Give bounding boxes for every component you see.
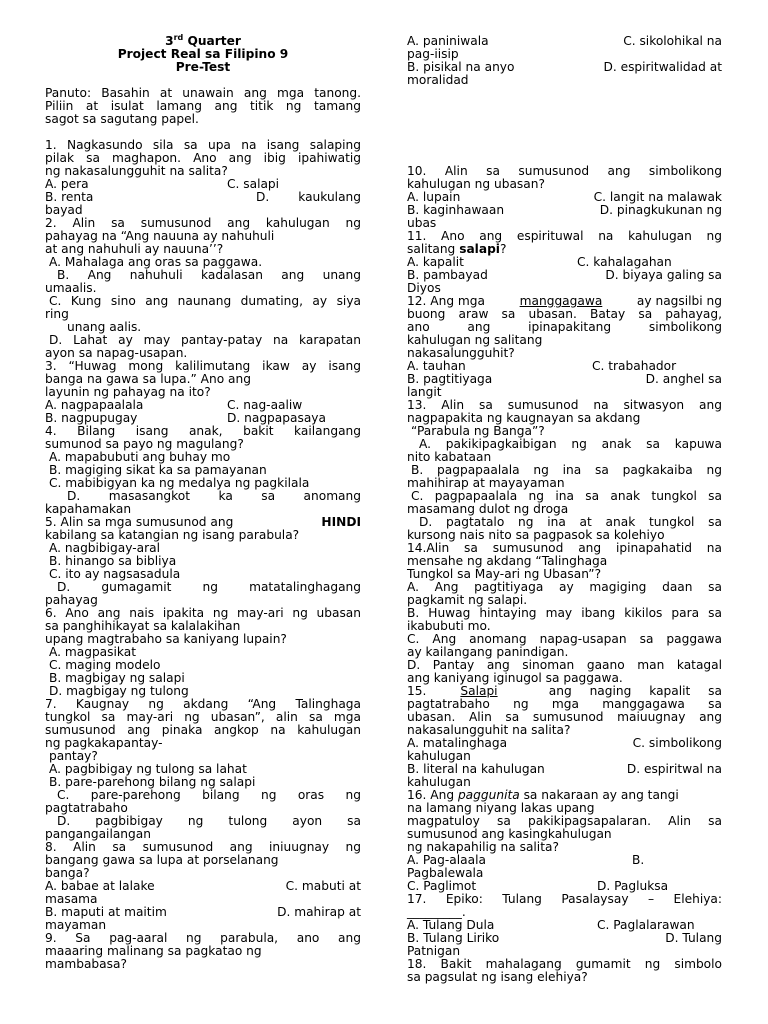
question-10: 10. Alin sa sumusunod ang simbolikong kahulugan ng ubasan? A. lupain C. langit na malawak B. kaginhawaan D. pinagkukunan ng ubas <box>407 164 722 230</box>
choice-row: A. paniniwala C. sikolohikal na <box>407 34 722 48</box>
choice-row: A. lupain C. langit na malawak <box>407 190 722 204</box>
choice-row: B. pisikal na anyo D. espiritwalidad at <box>407 60 722 74</box>
choice-row: A. Pag-alaala B. <box>407 853 645 867</box>
question-17: 17. Epiko: Tulang Pasalaysay – Elehiya: _________. A. Tulang Dula C. Paglalarawan B. Tulang Liriko D. Tulang Patnigan <box>407 892 722 958</box>
choice-row: B. pagtitiyaga D. anghel sa <box>407 372 722 386</box>
choice-row: B. pambayad D. biyaya galing sa <box>407 268 722 282</box>
question-7: 7. Kaugnay ng akdang “Ang Talinghaga tungkol sa may-ari ng ubasan”, alin sa mga sumusunod ang pinaka angkop na kahulugan ng pagkakapantay- pantay? A. pagbibigay ng tulong sa lahat B. pare-parehong bilang ng salapi C. pare-parehong bilang ng oras ng pagtatrabaho D. pagbibigay ng tulong ayon sa pangangailangan <box>45 697 361 841</box>
choice-row: B. kaginhawaan D. pinagkukunan ng <box>407 203 722 217</box>
choice-row: A. tauhan C. trabahador <box>407 359 677 373</box>
question-14: 14.Alin sa sumusunod ang ipinapahatid na mensahe ng akdang “Talinghaga Tungkol sa May-ari ng Ubasan”? A. Ang pagtitiyaga ay magiging daan sa pagkamit ng salapi. B. Huwag hintaying may ibang kikilos para sa ikabubuti mo. C. Ang anomang napag-usapan sa paggawa ay kailangang panindigan. D. Pantay ang sinoman gaano man katagal ang kaniyang iginugol sa paggawa. <box>407 541 722 685</box>
choice-row: A. Tulang Dula C. Paglalarawan <box>407 918 695 932</box>
choice-row: B. Tulang Liriko D. Tulang <box>407 931 722 945</box>
question-11: 11. Ano ang espirituwal na kahulugan ng salitang salapi? A. kapalit C. kahalagahan B. pambayad D. biyaya galing sa Diyos <box>407 229 722 295</box>
choice-row: B. nagpupugay D. nagpapasaya <box>45 411 326 425</box>
question-1: 1. Nagkasundo sila sa upa na isang salaping pilak sa maghapon. Ano ang ibig ipahiwatig ng nakasalungguhit na salita? A. pera C. salapi B. renta D. kaukulang bayad <box>45 138 361 217</box>
question-18: 18. Bakit mahalagang gumamit ng simbolo sa pagsulat ng isang elehiya? <box>407 957 722 984</box>
choice-row: A. nagpapaalala C. nag-aaliw <box>45 398 303 412</box>
left-column <box>45 32 361 971</box>
instructions: Panuto: Basahin at unawain ang mga tanong. Piliin at isulat lamang ang titik ng tamang sagot sa sagutang papel. <box>45 86 361 126</box>
project-title: Project Real sa Filipino 9 <box>117 47 289 61</box>
question-5: 5. Alin sa mga sumusunod ang HINDI kabilang sa katangian ng isang parabula? A. nagbibigay-aral B. hinango sa bibliya C. ito ay nagsasadula D. gumagamit ng matatalinghagang pahayag <box>45 515 361 607</box>
question-8: 8. Alin sa sumusunod ang iniuugnay ng bangang gawa sa lupa at porselanang banga? A. babae at lalake C. mabuti at masama B. maputi at maitim D. mahirap at mayaman <box>45 840 361 932</box>
question-9-choices: A. paniniwala C. sikolohikal na pag-iisip B. pisikal na anyo D. espiritwalidad at moralidad <box>407 34 722 87</box>
question-3: 3. “Huwag mong kalilimutang ikaw ay isang banga na gawa sa lupa.” Ano ang layunin ng pahayag na ito? A. nagpapaalala C. nag-aaliw B. nagpupugay D. nagpapasaya <box>45 359 361 425</box>
question-2: 2. Alin sa sumusunod ang kahulugan ng pahayag na “Ang nauuna ay nahuhuli at ang nahuhuli ay nauuna’’? A. Mahalaga ang oras sa paggawa. B. Ang nahuhuli kadalasan ang unang umaalis. C. Kung sino ang naunang dumating, ay siya ring unang aalis. D. Lahat ay may pantay-patay na karapatan ayon sa napag-usapan. <box>45 216 361 360</box>
question-13: 13. Alin sa sumusunod na sitwasyon ang nagpapakita ng kaugnayan sa akdang “Parabula ng Banga”? A. pakikipagkaibigan ng anak sa kapuwa nito kabataan B. pagpapaalala ng ina sa pagkakaiba ng mahihirap at mayayaman C. pagpapaalala ng ina sa anak tungkol sa masamang dulot ng droga D. pagtatalo ng ina at anak tungkol sa kursong nais nito sa pagpasok sa kolehiyo <box>407 398 722 542</box>
question-12: 12. Ang mga manggagawa ay nagsilbi ng buong araw sa ubasan. Batay sa pahayag, ano ang ipinapakitang simbolikong kahulugan ng salitang nakasalungguhit? A. tauhan C. trabahador B. pagtitiyaga D. anghel sa langit <box>407 294 722 399</box>
question-6: 6. Ano ang nais ipakita ng may-ari ng ubasan sa panghihikayat sa kalalakihan upang magtrabaho sa kaniyang lupain? A. magpasikat C. maging modelo B. magbigay ng salapi D. magbigay ng tulong <box>45 606 361 698</box>
choice-row: B. literal na kahulugan D. espiritwal na <box>407 762 722 776</box>
choice-row: B. renta D. kaukulang <box>45 190 361 204</box>
quarter-title: 3rd Quarter <box>165 32 241 48</box>
question-9: 9. Sa pag-aaral ng parabula, ano ang maaaring malinang sa pagkatao ng mambabasa? <box>45 931 361 971</box>
choice-row: B. maputi at maitim D. mahirap at <box>45 905 361 919</box>
question-16: 16. Ang paggunita sa nakaraan ay ang tangi na lamang niyang lakas upang magpatuloy sa pakikipagsapalaran. Alin sa sumusunod ang kasingkahulugan ng nakapahilig na salita? A. Pag-alaala B. Pagbalewala C. Paglimot D. Pagluksa <box>407 788 722 893</box>
choice-row: A. kapalit C. kahalagahan <box>407 255 672 269</box>
choice-row: C. Paglimot D. Pagluksa <box>407 879 669 893</box>
choice-row: A. matalinghaga C. simbolikong <box>407 736 722 750</box>
question-4: 4. Bilang isang anak, bakit kailangang sumunod sa payo ng magulang? A. mapabubuti ang buhay mo B. magiging sikat ka sa pamayanan C. mabibigyan ka ng medalya ng pagkilala D. masasangkot ka sa anomang kapahamakan <box>45 424 361 516</box>
test-title: Pre-Test <box>175 60 231 74</box>
choice-row: A. pera C. salapi <box>45 177 280 191</box>
question-15: 15. Salapi ang naging kapalit sa pagtatrabaho ng mga manggagawa sa ubasan. Alin sa sumusunod maiuugnay ang nakasalungguhit na salita? A. matalinghaga C. simbolikong kahulugan B. literal na kahulugan D. espiritwal na kahulugan <box>407 684 722 789</box>
right-column <box>407 35 722 984</box>
choice-row: A. babae at lalake C. mabuti at <box>45 879 361 893</box>
